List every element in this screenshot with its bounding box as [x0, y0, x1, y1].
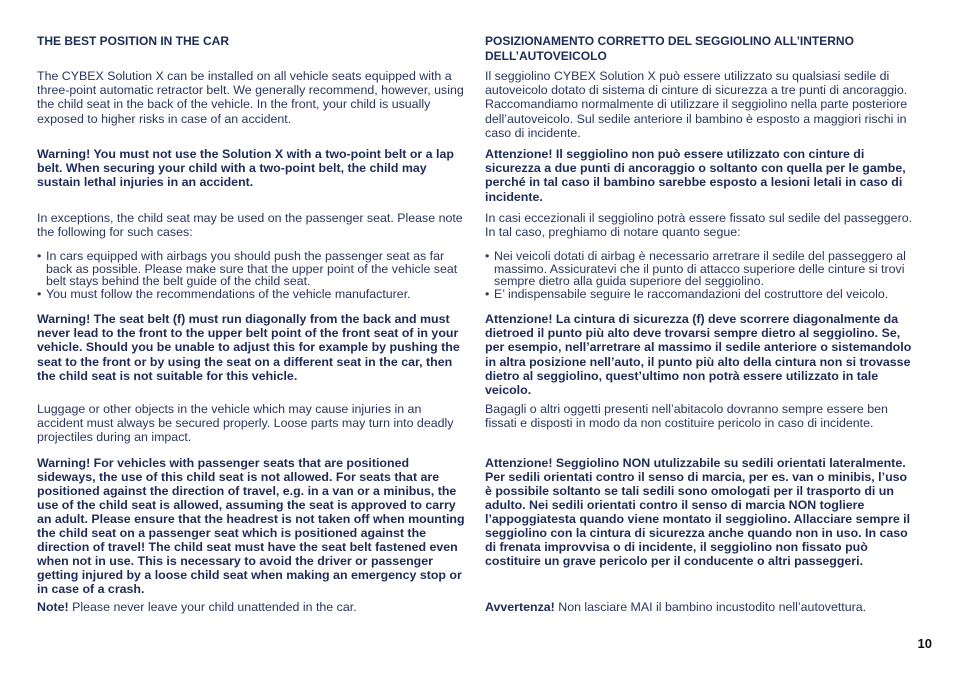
- bullet-list-en: [37, 250, 469, 300]
- page-number: 10: [917, 636, 932, 651]
- warning-belt-it: Attenzione! Il seggiolino non può essere utilizzato con cinture di sicurezza a due punti di ancoraggio o soltanto con quella per le gambe, perché in tal caso il bambino sarebbe esposto a lesioni letali in caso di incidente.: [485, 147, 906, 204]
- list-item: • E’ indispensabile seguire le raccomandazioni del costruttore del veicolo.: [485, 288, 917, 301]
- bullet-list-it: [485, 250, 917, 300]
- note-label-it: Avvertenza!: [485, 600, 555, 614]
- note-label-en: Note!: [37, 600, 69, 614]
- intro-it: Il seggiolino CYBEX Solution X può essere utilizzato su qualsiasi sedile di autoveicolo dotato di sistema di cinture di sicurezza a tre punti di ancoraggio. Raccomandiamo normalmente di utilizzare il seggiolino nella parte posteriore dell’autoveicolo. Sul sedile anteriore il bambino è esposto a maggiori rischi in caso di incidente.: [485, 69, 908, 140]
- luggage-en: Luggage or other objects in the vehicle which may cause injuries in an accident must always be secured properly. Loose parts may turn into deadly projectiles during an impact.: [37, 402, 454, 445]
- warning-diagonal-en: Warning! The seat belt (f) must run diagonally from the back and must never lead to the front to the upper belt point of the front seat of in your vehicle. Should you be unable to adjust this for example by pushing the seat to the front or by using the seat on a different seat in the car, then the child seat is not suitable for this vehicle.: [37, 312, 460, 383]
- list-item: • In cars equipped with airbags you should push the passenger seat as far back as possible. Please make sure that the upper point of the vehicle seat belt stays behind the belt guide of the child seat.: [37, 250, 469, 288]
- warning-diagonal-it: Attenzione! La cintura di sicurezza (f) deve scorrere diagonalmente da dietroed il punto più alto deve trovarsi sempre dietro al seggiolino. Se, per esempio, nell’arretrare al massimo il sedile anteriore o sistemandolo in altra posizione nell’auto, il punto più alto della cintura non si trovasse dietro al seggiolino, quest’ultimo non potrà essere utilizzato in tale veicolo.: [485, 312, 912, 398]
- luggage-it: Bagagli o altri oggetti presenti nell’abitacolo dovranno sempre essere ben fissati e disposti in modo da non costituire pericolo in caso di incidente.: [485, 402, 888, 431]
- note-en: [37, 600, 469, 614]
- exceptions-en: In exceptions, the child seat may be used on the passenger seat. Please note the following for such cases:: [37, 211, 463, 240]
- list-item: • You must follow the recommendations of the vehicle manufacturer.: [37, 288, 469, 301]
- warning-sideways-it: Attenzione! Seggiolino NON utulizzabile su sedili orientati lateralmente. Per sedili orientati contro il senso di marcia, per es. van o minibis, l’uso è possibile soltanto se tali sedili sono omologati per il trasporto di un adulto. Nei sedili orientati contro il senso di marcia NON togliere l’appoggiatesta quando viene montato il seggiolino. Allacciare sempre il seggiolino con la cintura di sicurezza anche quando non in uso. In caso di frenata improvvisa o di incidente, il seggiolino non fissato può costituire un grave pericolo per il conducente o altri passeggeri.: [485, 456, 911, 568]
- exceptions-it: In casi eccezionali il seggiolino potrà essere fissato sul sedile del passeggero. In tal caso, preghiamo di notare quanto segue:: [485, 211, 913, 240]
- note-it: [485, 600, 917, 614]
- list-item: • Nei veicoli dotati di airbag è necessario arretrare il sedile del passeggero al massimo. Assicuratevi che il punto di attacco superiore delle cinture si trovi sempre dietro alla guida superiore del seggiolino.: [485, 250, 917, 288]
- heading-en: THE BEST POSITION IN THE CAR: [37, 34, 230, 48]
- heading-it: POSIZIONAMENTO CORRETTO DEL SEGGIOLINO ALL’INTERNO DELL’AUTOVEICOLO: [485, 34, 854, 63]
- intro-en: The CYBEX Solution X can be installed on all vehicle seats equipped with a three-point automatic retractor belt. We generally recommend, however, using the child seat in the back of the vehicle. In the front, your child is usually exposed to higher risks in case of an accident.: [37, 69, 464, 126]
- warning-belt-en: Warning! You must not use the Solution X with a two-point belt or a lap belt. When securing your child with a two-point belt, the child may sustain lethal injuries in an accident.: [37, 147, 454, 190]
- note-text-it: Non lasciare MAI il bambino incustodito nell’autovettura.: [554, 600, 867, 614]
- note-text-en: Please never leave your child unattended in the car.: [68, 600, 357, 614]
- warning-sideways-en: Warning! For vehicles with passenger seats that are positioned sideways, the use of this child seat is not allowed. For seats that are positioned against the direction of travel, e.g. in a van or a minibus, the use of the child seat is allowed, assuming the seat is approved to carry an adult. Please ensure that the headrest is not taken off when mounting the child seat on a passenger seat which is positioned against the direction of travel! The child seat must have the seat belt fastened even when not in use. This is necessary to avoid the driver or passenger getting injured by a loose child seat when making an emergency stop or in case of a crash.: [37, 456, 465, 596]
